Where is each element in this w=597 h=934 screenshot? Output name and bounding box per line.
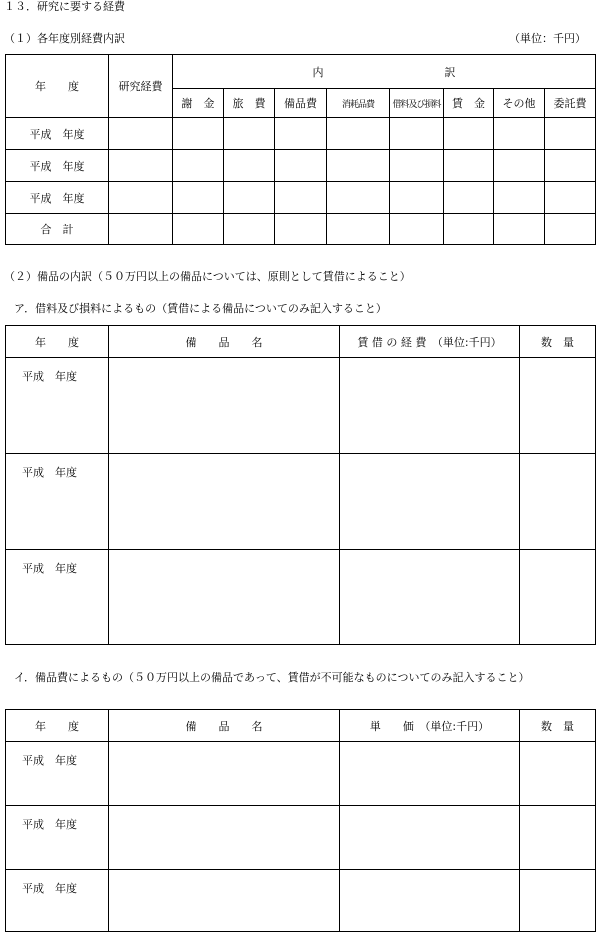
col-travel: 旅 費 bbox=[224, 89, 275, 118]
col-outsourcing: 委託費 bbox=[545, 89, 596, 118]
row-year-label: 平成 年度 bbox=[6, 870, 109, 932]
table-row bbox=[6, 214, 596, 245]
header-year: 年 度 bbox=[6, 710, 109, 742]
header-quantity: 数 量 bbox=[520, 326, 596, 358]
col-wages: 賃 金 bbox=[444, 89, 494, 118]
header-rental-cost: 賃 借 の 経 費 （単位:千円） bbox=[340, 326, 520, 358]
table-row bbox=[6, 150, 596, 182]
table-row bbox=[6, 550, 596, 645]
col-other: その他 bbox=[494, 89, 545, 118]
table-row bbox=[6, 742, 596, 806]
header-item-name: 備 品 名 bbox=[109, 710, 340, 742]
row-year-label: 平成 年度 bbox=[6, 806, 109, 870]
header-research-cost: 研究経費 bbox=[109, 55, 173, 118]
header-year: 年 度 bbox=[6, 326, 109, 358]
row-total-label: 合 計 bbox=[6, 214, 109, 245]
col-honorarium: 謝 金 bbox=[173, 89, 224, 118]
col-consumables: 消耗品費 bbox=[327, 89, 390, 118]
rental-equipment-table bbox=[5, 325, 596, 645]
col-rental: 借料及び損料 bbox=[390, 89, 444, 118]
row-year-label: 平成 年度 bbox=[6, 358, 109, 454]
page-title: １３．研究に要する経費 bbox=[4, 0, 125, 13]
header-unit-price: 単 価 （単位:千円） bbox=[340, 710, 520, 742]
row-year-label: 平成 年度 bbox=[6, 150, 109, 182]
header-breakdown: 内 訳 bbox=[173, 55, 596, 89]
header-quantity: 数 量 bbox=[520, 710, 596, 742]
header-item-name: 備 品 名 bbox=[109, 326, 340, 358]
table-row bbox=[6, 358, 596, 454]
unit-label: （単位：千円） bbox=[509, 32, 586, 45]
section2-heading: （２）備品の内訳（５０万円以上の備品については、原則として賃借によること） bbox=[4, 270, 411, 283]
row-year-label: 平成 年度 bbox=[6, 454, 109, 550]
row-year-label: 平成 年度 bbox=[6, 182, 109, 214]
table-row bbox=[6, 454, 596, 550]
table-row bbox=[6, 806, 596, 870]
col-equipment: 備品費 bbox=[275, 89, 327, 118]
section2a-heading: ア．借料及び損料によるもの（賃借による備品についてのみ記入すること） bbox=[14, 302, 387, 315]
table-row bbox=[6, 118, 596, 150]
section1-heading: （１）各年度別経費内訳 bbox=[4, 32, 125, 45]
row-year-label: 平成 年度 bbox=[6, 742, 109, 806]
header-year: 年 度 bbox=[6, 55, 109, 118]
row-year-label: 平成 年度 bbox=[6, 550, 109, 645]
purchased-equipment-table bbox=[5, 709, 596, 932]
row-year-label: 平成 年度 bbox=[6, 118, 109, 150]
table-row bbox=[6, 182, 596, 214]
section2i-heading: イ．備品費によるもの（５０万円以上の備品であって、賃借が不可能なものについてのみ記入すること） bbox=[14, 671, 530, 684]
cost-breakdown-table bbox=[5, 54, 596, 245]
table-row bbox=[6, 870, 596, 932]
